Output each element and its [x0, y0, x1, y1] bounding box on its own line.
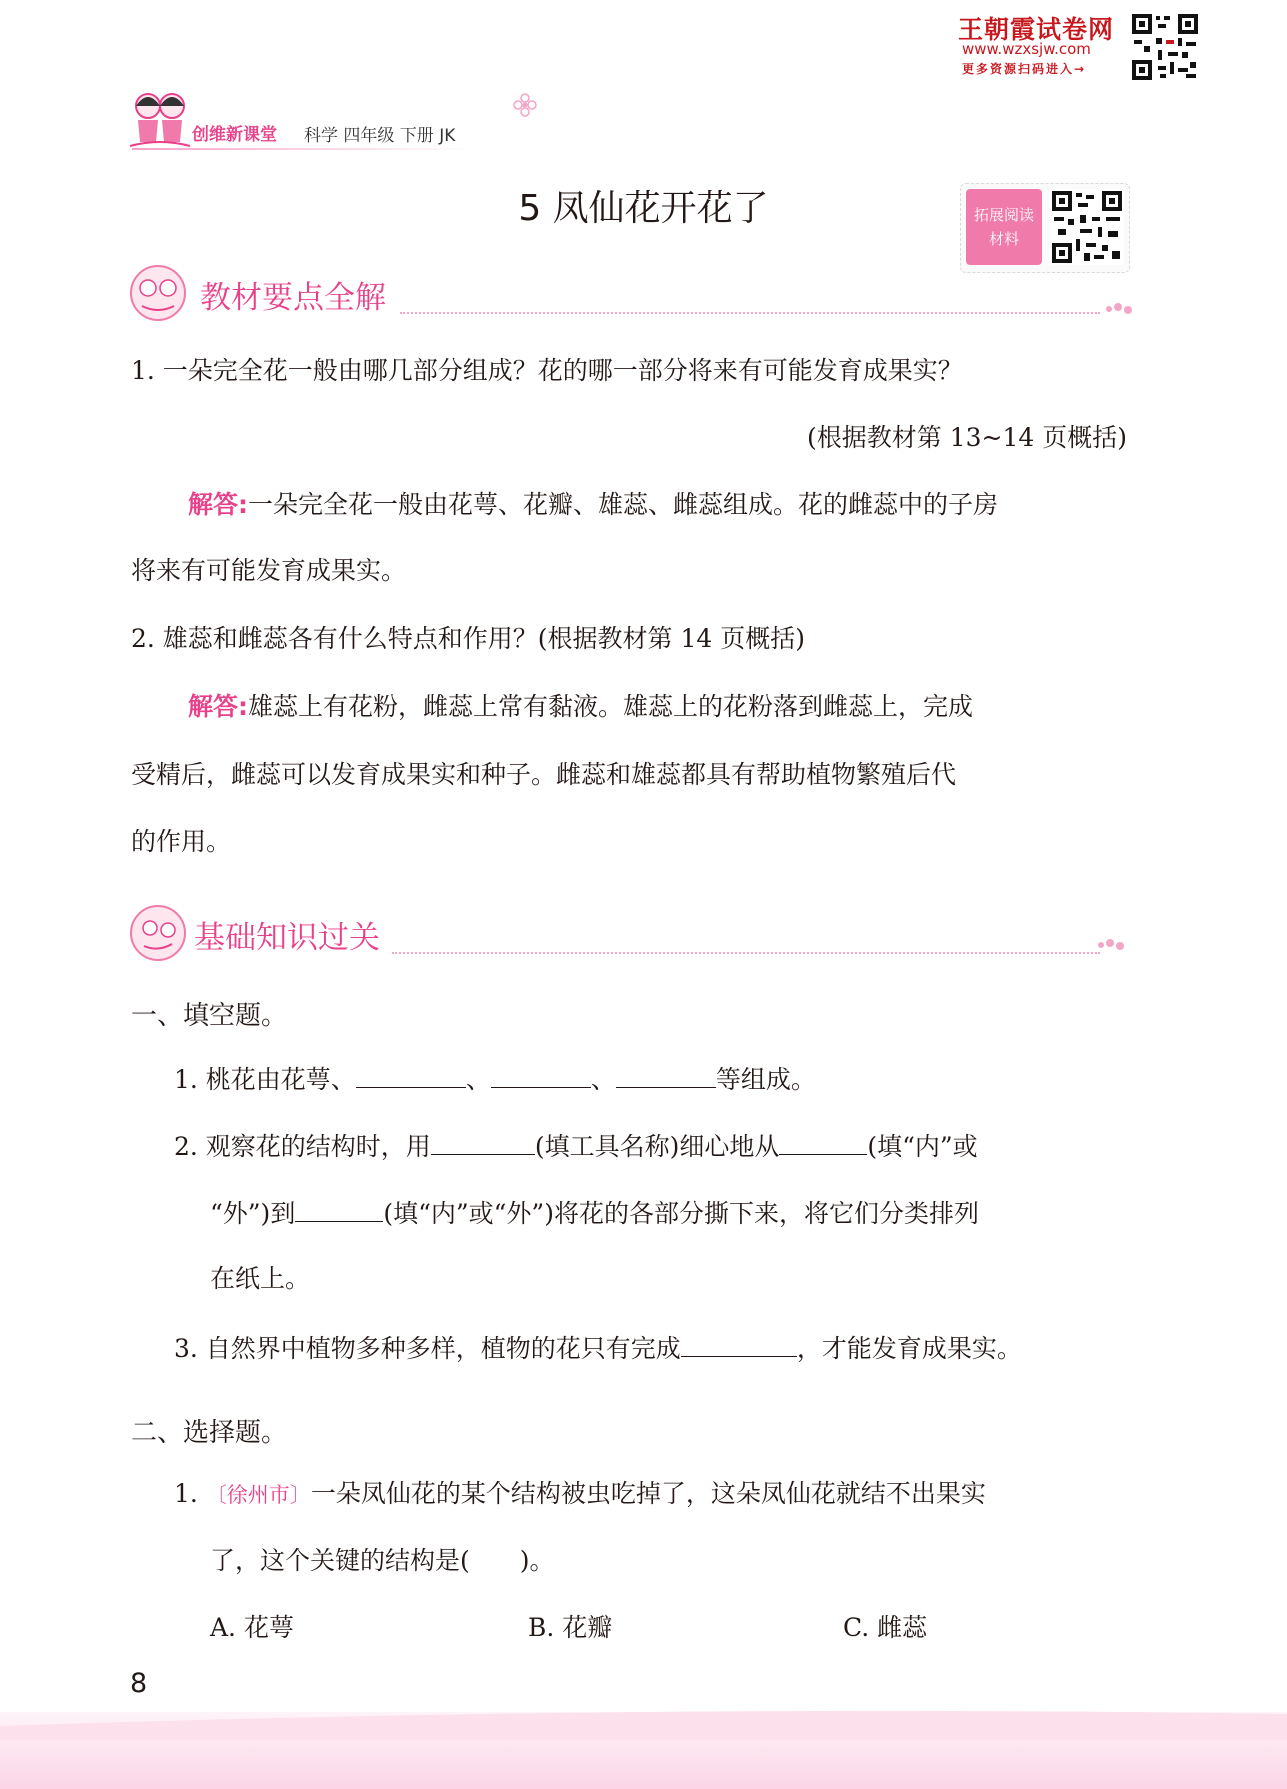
question-number: 1.: [174, 1479, 198, 1508]
extended-reading-qr-icon[interactable]: [1050, 189, 1124, 265]
fill-question-2-line-3: 在纸上。: [210, 1264, 311, 1293]
question-1: 1. 一朵完全花一般由哪几部分组成？花的哪一部分将来有可能发育成果实？: [131, 356, 963, 385]
choice-option-c[interactable]: C. 雌蕊: [843, 1613, 928, 1642]
answer-blank[interactable]: [779, 1132, 867, 1155]
section-divider: [392, 952, 1100, 954]
answer-label: 解答:: [188, 692, 248, 721]
question-1-source: (根据教材第 13~14 页概括): [807, 423, 1127, 452]
choice-heading: 二、选择题。: [131, 1418, 288, 1448]
fill-in-heading: 一、填空题。: [131, 1001, 288, 1031]
dots-decoration-icon: [1104, 302, 1134, 316]
fill-text: 1. 桃花由花萼、: [174, 1065, 356, 1094]
section-title-basic-knowledge: 基础知识过关: [194, 920, 380, 956]
header-brand: 创维新课堂: [192, 125, 277, 145]
kids-mascot-icon: [126, 86, 194, 154]
page-number: 8: [130, 1668, 148, 1699]
watermark-title: 王朝霞试卷网: [958, 15, 1115, 44]
answer-2-text: 雄蕊上有花粉，雌蕊上常有黏液。雄蕊上的花粉落到雌蕊上，完成: [248, 692, 974, 721]
fill-question-1: [174, 1065, 816, 1092]
answer-2-line-3: 的作用。: [131, 827, 232, 856]
fill-text: “外”)到: [210, 1199, 296, 1228]
section-mascot-icon: [128, 264, 188, 322]
fill-question-2-line-2: [210, 1199, 979, 1226]
flower-decoration-icon: [512, 92, 538, 118]
fill-text: 3. 自然界中植物多种多样，植物的花只有完成: [174, 1334, 681, 1363]
answer-blank[interactable]: [356, 1065, 466, 1088]
answer-1-line-2: 将来有可能发育成果实。: [131, 556, 407, 585]
chapter-title: 5 凤仙花开花了: [518, 188, 769, 229]
answer-2-line-2: 受精后，雌蕊可以发育成果实和种子。雌蕊和雄蕊都具有帮助植物繁殖后代: [131, 760, 957, 789]
fill-text: 、: [465, 1065, 491, 1094]
choice-question-1-line-1: [174, 1481, 986, 1506]
fill-text: (填“内”或“外”)将花的各部分撕下来，将它们分类排列: [383, 1199, 979, 1228]
section-divider: [400, 312, 1100, 314]
question-text: 一朵凤仙花的某个结构被虫吃掉了，这朵凤仙花就结不出果实: [310, 1479, 986, 1508]
answer-2-line-1: [188, 694, 973, 719]
fill-question-2-line-1: [174, 1132, 978, 1159]
question-2: 2. 雄蕊和雌蕊各有什么特点和作用？(根据教材第 14 页概括): [131, 624, 806, 653]
section-title-key-points: 教材要点全解: [200, 280, 386, 316]
answer-blank[interactable]: [681, 1334, 797, 1357]
header-divider: [132, 148, 472, 150]
dots-decoration-icon: [1096, 938, 1126, 952]
fill-text: (填工具名称)细心地从: [534, 1132, 780, 1161]
answer-blank[interactable]: [431, 1132, 535, 1155]
fill-text: 、: [590, 1065, 616, 1094]
answer-blank[interactable]: [491, 1065, 591, 1088]
fill-text: 等组成。: [715, 1065, 816, 1094]
choice-option-b[interactable]: B. 花瓣: [528, 1613, 613, 1642]
answer-blank[interactable]: [295, 1199, 383, 1222]
header-book-info: 科学 四年级 下册 JK: [304, 126, 456, 146]
answer-blank[interactable]: [616, 1065, 716, 1088]
section-mascot-icon: [128, 904, 188, 962]
extended-reading-label[interactable]: [966, 189, 1042, 265]
qr-code-icon[interactable]: [1130, 12, 1200, 82]
answer-label: 解答:: [188, 490, 248, 519]
choice-question-1-line-2: 了，这个关键的结构是( )。: [210, 1546, 555, 1575]
footer-wave-decoration: [0, 1700, 1287, 1740]
extended-reading-text: 拓展阅读材料: [973, 206, 1034, 248]
answer-1-line-1: [188, 492, 998, 517]
watermark-subtitle: 更多资源扫码进入→: [962, 62, 1087, 76]
fill-question-3: [174, 1334, 1022, 1361]
fill-text: (填“内”或: [867, 1132, 978, 1161]
fill-text: 2. 观察花的结构时，用: [174, 1132, 431, 1161]
watermark-url[interactable]: www.wzxsjw.com: [962, 40, 1091, 58]
fill-text: ，才能发育成果实。: [796, 1334, 1022, 1363]
answer-1-text: 一朵完全花一般由花萼、花瓣、雄蕊、雌蕊组成。花的雌蕊中的子房: [248, 490, 999, 519]
region-tag: 〔徐州市〕: [205, 1483, 311, 1507]
choice-option-a[interactable]: A. 花萼: [210, 1613, 294, 1642]
